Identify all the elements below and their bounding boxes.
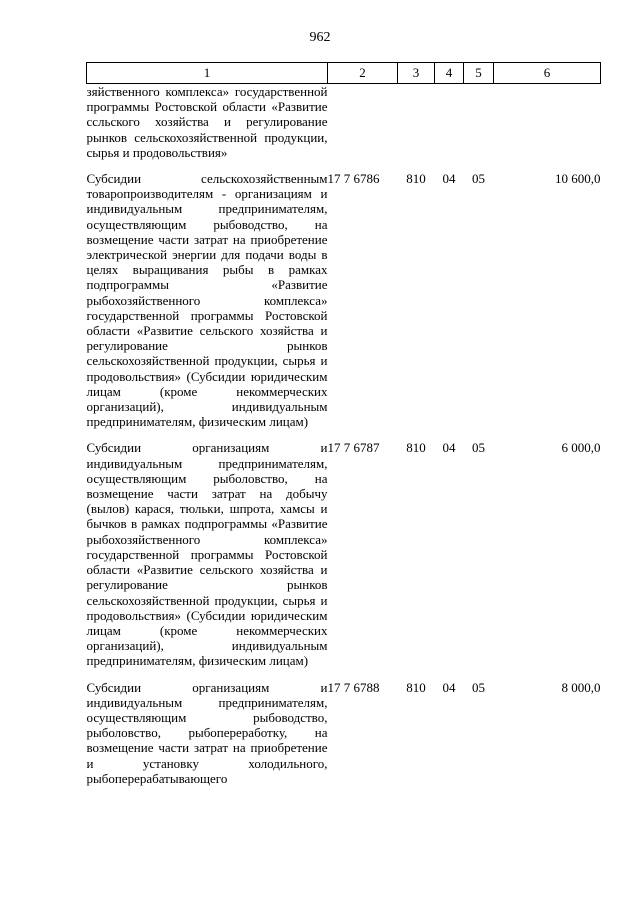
column-header-4: 4 <box>435 63 464 84</box>
column-header-5: 5 <box>464 63 494 84</box>
row-amount: 10 600,0 <box>555 171 601 187</box>
column-header-2: 2 <box>328 63 398 84</box>
row-subsection: 05 <box>472 171 485 187</box>
row-subsection: 05 <box>472 440 485 456</box>
row-subsection <box>464 84 494 172</box>
row-subsection: 05 <box>472 679 485 695</box>
row-expense-type <box>398 84 435 172</box>
row-description: Субсидии организациям и индивидуальным предпринимателям, осуществляющим рыбоводство, рыболовство, рыбопереработку, на возмещение части затрат на приобретение и установку холодильного, рыбоперерабатывающего <box>86 679 328 786</box>
table-header-row <box>87 63 601 84</box>
row-target-code: 17 7 6788 <box>327 679 380 695</box>
row-target-code: 17 7 6787 <box>327 440 380 456</box>
row-amount: 6 000,0 <box>561 440 601 456</box>
table-row <box>87 84 601 172</box>
row-section: 04 <box>442 440 456 456</box>
column-header-3: 3 <box>398 63 435 84</box>
row-section <box>435 84 464 172</box>
row-target-code <box>328 84 398 172</box>
row-amount: 8 000,0 <box>561 679 601 695</box>
row-description: зяйственного комплекса» государственной программы Ростовской области «Развитие ссльского хозяйства и регулирование рынков сельскохозяйственной продукции, сырья и продовольствия» <box>86 84 328 160</box>
row-expense-type: 810 <box>406 171 426 187</box>
row-expense-type: 810 <box>406 679 426 695</box>
row-target-code: 17 7 6786 <box>327 171 380 187</box>
row-section: 04 <box>442 171 456 187</box>
row-description: Субсидии организациям и индивидуальным предпринимателям, осуществляющим рыболовство, на возмещение части затрат на добычу (вылов) карася, тюльки, шпрота, хамсы и бычков в рамках подпрограммы «Развитие рыбохозяйственного комплекса» государственной программы Ростовской области «Развитие сельского хозяйства и регулирование рынков сельскохозяйственной продукции, сырья и продовольствия» (Субсидии юридическим лицам (кроме некоммерческих организаций), индивидуальным предпринимателям, физическим лицам) <box>86 440 328 669</box>
table-row <box>87 171 601 440</box>
row-description: Субсидии сельскохозяйственным товаропроизводителям - организациям и индивидуальным предпринимателям, осуществляющим рыбоводство, на возмещение части затрат на приобретение электрической энергии для подачи воды в целях выращивания рыбы в рамках подпрограммы «Развитие рыбохозяйственного комплекса» государственной программы Ростовской области «Развитие сельского хозяйства и регулирование рынков сельскохозяйственной продукции, сырья и продовольствия» (Субсидии юридическим лицам (кроме некоммерческих организаций), индивидуальным предпринимателям, физическим лицам) <box>86 171 328 430</box>
table-row <box>87 680 601 797</box>
page-number: 962 <box>309 30 331 45</box>
row-amount <box>494 84 601 172</box>
table-row <box>87 440 601 679</box>
column-header-1: 1 <box>87 63 328 84</box>
budget-table <box>86 62 601 797</box>
row-expense-type: 810 <box>406 440 426 456</box>
row-section: 04 <box>442 679 456 695</box>
column-header-6: 6 <box>494 63 601 84</box>
